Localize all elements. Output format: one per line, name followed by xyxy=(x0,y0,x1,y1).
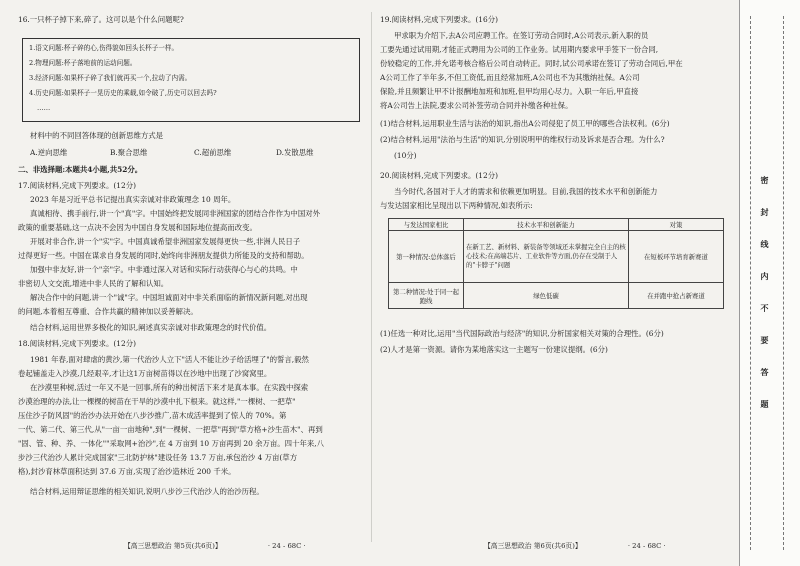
seal-char: 线 xyxy=(760,240,770,248)
q16-stem: 16.一只杯子掉下来,碎了。这可以是个什么问题呢? xyxy=(18,15,184,24)
q17-para: 的问题,本着相互尊重、合作共赢的精神加以妥善解决。 xyxy=(18,307,198,316)
q19-para: A公司工作了半年多,不但工资低,而且经常加班,A公司也不为其缴纳社保。A公司 xyxy=(380,73,640,82)
q20-stem: 20.阅读材料,完成下列要求。(12分) xyxy=(380,171,498,180)
q16-option-b: B.聚合思维 xyxy=(110,148,148,157)
q19-ask-1: (1)结合材料,运用职业生活与法治的知识,指出A公司侵犯了员工甲的哪些合法权利。(6分) xyxy=(380,119,670,128)
seal-char: 密 xyxy=(760,176,770,184)
q17-para: 开展对非合作,讲一个"实"字。中国真诚希望非洲国家发展得更快一些,非洲人民日子 xyxy=(30,237,301,246)
page-6 xyxy=(380,0,732,566)
seal-line xyxy=(750,16,784,550)
q16-box-line: 3.经济问题:如果杯子碎了我们就再买一个,拉动了内需。 xyxy=(29,74,192,82)
q20-ask-1: (1)任选一种对比,运用"当代国际政治与经济"的知识,分析国家相关对策的合理性。(6分) xyxy=(380,329,664,338)
q16-option-c: C.超前思维 xyxy=(194,148,232,157)
q18-para: 一代、第二代、第三代,从"一亩一亩地种",到"一棵树、一把草"再到"草方格+沙生苗木"、再到 xyxy=(18,425,323,434)
q19-stem: 19.阅读材料,完成下列要求。(16分) xyxy=(380,15,498,24)
q19-para: 份较稳定的工作,并允诺考核合格后公司自动转正。同时,试公司承诺在签订了劳动合同后,甲在 xyxy=(380,59,683,68)
seal-char: 封 xyxy=(760,208,770,216)
q19-para: 工要先通过试用期,才能正式聘用为公司的工作业务。试用期内要求甲手签下一份合同, xyxy=(380,45,659,54)
binding-margin xyxy=(739,0,800,566)
q16-box xyxy=(22,38,360,122)
q19-para: 甲求职为介绍下,去A公司应聘工作。在签订劳动合同时,A公司表示,新入职的员 xyxy=(394,31,649,40)
page-5 xyxy=(14,0,366,566)
q17-stem: 17.阅读材料,完成下列要求。(12分) xyxy=(18,181,136,190)
footer-page-label: 【高三思想政治 第5页(共6页)】 xyxy=(124,542,222,550)
q18-para: 1981 年春,面对肆虐的黄沙,第一代治沙人立下"活人不能让沙子给活埋了"的誓言,毅然 xyxy=(30,355,309,364)
q18-para: 压住沙子防风固"的治沙办法开始在八步沙推广,苗木成活率提到了惊人的 70%。第 xyxy=(18,411,287,420)
q18-para: 沙漠治理的办法,让一棵棵的树苗在干旱的沙漠中扎下根来。就这样,"一棵树、一把草" xyxy=(18,397,296,406)
table-cell: 在短板环节培育新赛道 xyxy=(629,231,724,283)
seal-char: 要 xyxy=(760,336,770,344)
q20-para: 与发达国家相比呈现出以下两种情况,如表所示: xyxy=(380,201,533,210)
q17-para: 解决合作中的问题,讲一个"诚"字。中国坦诚面对中非关系面临的新情况新问题,对出现 xyxy=(30,293,308,302)
q16-box-line: 1.语文问题:杯子碎的心,伤得貌如回头长杯子一样。 xyxy=(29,44,179,52)
q20-table xyxy=(388,218,724,309)
table-cell: 第二种情况:处于同一起跑线 xyxy=(389,283,464,309)
table-row xyxy=(389,231,724,283)
q16-box-line: 2.物理问题:杯子落地前的运动问题。 xyxy=(29,59,137,67)
q16-box-line: …… xyxy=(37,104,51,112)
q17-para: 真诚相待、携手前行,讲一个"真"字。中国始终把发展同非洲国家的团结合作作为中国对外 xyxy=(30,209,320,218)
q20-ask-2: (2)人才是第一资源。请你为某地落实这一主题写一份建议提纲。(6分) xyxy=(380,345,608,354)
q17-para: 政策的重要基础,这一点决不会因为中国自身发展和国际地位提高而改变。 xyxy=(18,223,257,232)
seal-char: 题 xyxy=(760,400,770,408)
footer-page-5 xyxy=(124,540,306,550)
table-header-row xyxy=(389,219,724,231)
table-header: 技术水平和创新能力 xyxy=(464,219,629,231)
q19-para: 保险,并且频繁让甲不计报酬地加班和加班,但甲均用心尽力。入职一年后,甲直接 xyxy=(380,87,639,96)
section-2-heading: 二、非选择题:本题共4小题,共52分。 xyxy=(18,165,143,174)
footer-code: · 24 - 68C · xyxy=(267,542,306,550)
q18-para: "固、管、种、养、一体化""采取网+治沙",在 4 万亩到 10 万亩再到 20 余万亩。四十年来,八 xyxy=(18,439,324,448)
page-divider xyxy=(371,12,372,542)
q16-option-a: A.逆向思维 xyxy=(30,148,68,157)
q17-ask: 结合材料,运用世界多极化的知识,阐述真实亲诚对非政策理念的时代价值。 xyxy=(30,323,272,332)
q18-para: 卷起铺盖走入沙漠,几经艰辛,才让这1万亩树苗得以在沙地中出现了沙窝窝里。 xyxy=(18,369,272,378)
seal-char: 答 xyxy=(760,368,770,376)
q19-ask-2: (2)结合材料,运用"法治与生活"的知识,分别说明甲的维权行动及诉求是否合理。为什么? xyxy=(380,135,665,144)
table-cell: 在新工艺、新材料、新装备等领域还未掌握完全自主的核心技术;在高端芯片、工业软件等方面,仍存在受制于人的"卡脖子"问题 xyxy=(464,231,629,283)
q16-option-d: D.发散思维 xyxy=(276,148,314,157)
table-cell: 绿色低碳 xyxy=(464,283,629,309)
q18-ask: 结合材料,运用辩证思维的相关知识,说明八步沙三代治沙人的治沙历程。 xyxy=(30,487,264,496)
table-cell: 第一种情况:总体落后 xyxy=(389,231,464,283)
q17-para: 2023 年是习近平总书记提出真实亲诚对非政策理念 10 周年。 xyxy=(30,195,236,204)
table-header: 对策 xyxy=(629,219,724,231)
q18-stem: 18.阅读材料,完成下列要求。(12分) xyxy=(18,339,136,348)
footer-code: · 24 - 68C · xyxy=(627,542,666,550)
table-header: 与发达国家相比 xyxy=(389,219,464,231)
footer-page-6 xyxy=(484,540,666,550)
q17-para: 非密切人文交流,增进中非人民的了解和认知。 xyxy=(18,279,169,288)
q17-para: 过得更好一些。中国在谋求自身发展的同时,始终向非洲朋友提供力所能及的支持和帮助。 xyxy=(18,251,309,260)
q18-para: 步沙三代治沙人累计完成国家"三北防护林"建设任务 13.7 万亩,承包治沙 4 万亩(草方 xyxy=(18,453,298,462)
q19-para: 将A公司告上法院,要求公司补签劳动合同并补缴各种社保。 xyxy=(380,101,573,110)
q16-box-line: 4.历史问题:如果杯子一晃历史的乘载,如令破了,历史可以回去吗? xyxy=(29,89,217,97)
q18-para: 在沙漠里种树,活过一年又不是一回事,所有的种出树活下来才是真本事。在实践中探索 xyxy=(30,383,309,392)
q17-para: 加强中非友好,讲一个"亲"字。中非通过深入对话和实际行动获得心与心的共鸣。中 xyxy=(30,265,298,274)
table-cell: 在并跑中抢占新赛道 xyxy=(629,283,724,309)
seal-char: 不 xyxy=(760,304,770,312)
table-row xyxy=(389,283,724,309)
q19-ask-2-points: (10分) xyxy=(394,151,417,160)
q16-prompt: 材料中的不同回答体现的创新思维方式是 xyxy=(30,131,164,140)
q20-para: 当今时代,各国对于人才的需求和依赖更加明显。目前,我国的技术水平和创新能力 xyxy=(394,187,658,196)
q18-para: 格),封沙育林草面积达到 37.6 万亩,实现了治沙造林近 200 千米。 xyxy=(18,467,236,476)
footer-page-label: 【高三思想政治 第6页(共6页)】 xyxy=(484,542,582,550)
seal-char: 内 xyxy=(760,272,770,280)
